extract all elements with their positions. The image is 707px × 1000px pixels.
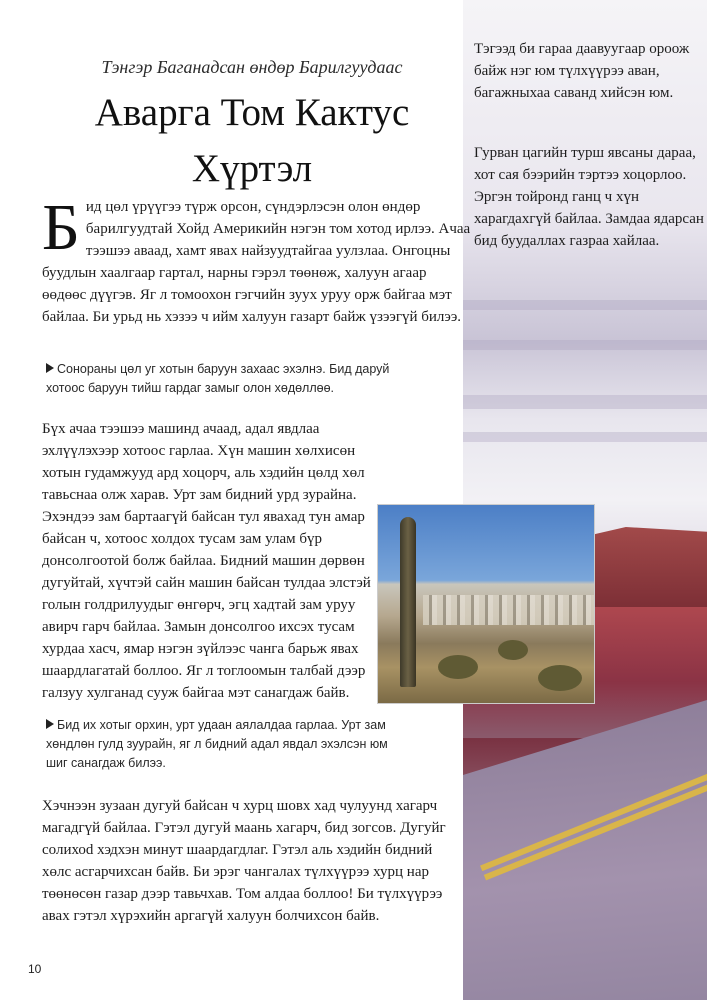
town-buildings bbox=[423, 595, 594, 625]
photo-caption-1 bbox=[46, 360, 406, 398]
caption-arrow-icon bbox=[46, 363, 54, 373]
red-mesa bbox=[591, 527, 707, 607]
title-line-2: Хүртэл bbox=[191, 147, 313, 190]
body-2-text: Хэчнээн зузаан дугуй байсан ч хурц шовх хад чулуунд хагарч магадгүй байлаа. Гэтэл дугуй маань хагарч, бид зогсов. Дугуйг солихоd хэдхэн минут шаардагдлаг. Гэтэл аль хэдийн бидний хөлс асгарчихсан байв. Би эрэг чангалах түлхүүрээ хурц нар төөнөсөн газар дээр тавьчхав. Том алдаа боллоо! Би түлхүүрээ авах гэтэл хүрэхийн аргагүй халуун болчихсон байв. bbox=[42, 798, 446, 924]
road-surface bbox=[463, 700, 707, 1000]
drop-cap: Б bbox=[42, 191, 80, 264]
caption-2-text: Бид их хотыг орхин, урт удаан аялалдаа гарлаа. Урт зам хөндлөн гулд зуурайн, яг л бидний адал явдал эхэлсэн юм шиг санагдаж билээ. bbox=[46, 718, 388, 770]
caption-arrow-icon bbox=[46, 719, 54, 729]
body-paragraph-1 bbox=[42, 418, 382, 704]
saguaro-cactus bbox=[400, 517, 416, 687]
photo-caption-2 bbox=[46, 716, 406, 773]
page-number: 10 bbox=[28, 962, 42, 976]
right-paragraph-2: Гурван цагийн турш явсаны дараа, хот сая бээрийн тэртээ хоцорлоо. Эргэн тойронд ганц ч хүн харагдахгүй байлаа. Замдаа ядарсан бид буудаллах газраа хайлаа. bbox=[474, 145, 704, 249]
title-line-1: Аварга Том Кактус bbox=[94, 91, 410, 134]
caption-1-text: Сонораны цөл уг хотын баруун захаас эхэлнэ. Бид даруй хотоос баруун тийш гардаг замыг олон хөдөллөө. bbox=[46, 362, 390, 395]
sky-streak bbox=[463, 340, 707, 350]
sky-streak bbox=[463, 300, 707, 310]
sky-streak bbox=[463, 395, 707, 409]
desert-bush bbox=[498, 640, 528, 660]
desert-bush bbox=[438, 655, 478, 679]
body-1-text: Бүх ачаа тээшээ машинд ачаад, адал явдлаа эхлүүлэхээр хотоос гарлаа. Хүн машин хөлхисөн хотын гудамжууд ард хоцорч, аль хэдийн цөлд хөл тавьснаа олж харав. Урт зам бидний урд зурайна. Эхэндээ зам бартаагүй байсан тул явахад тун амар байсан ч, хотоос холдох тусам зам улам бүр донсолгоотой болж байлаа. Бидний машин дөрвөн дугуйтай, хүчтэй сайн машин байсан тулдаа элстэй голын голдрилуудыг өнгөрч, эгц хадтай зам уруу авирч гарч байлаа. Замын донсолгоо ихсэх тусам хурдаа хасч, ямар нэгэн зүйлээс чанга барьж явах шаардлагатай боллоо. Яг л тоглоомын талбай дээр галзуу хулганад сууж байгаа мэт санагдаж байв. bbox=[42, 421, 371, 701]
intro-paragraph bbox=[42, 191, 472, 328]
intro-text: ид цөл үрүүгээ түрж орсон, сүндэрлэсэн олон өндөр барилгуудтай Хойд Америкийн нэгэн том хотод ирлээ. Ачаа тээшээ аваад, хамт явах найзуудтайгаа уулзлаа. Онгоцны буудлын хаалгаар гартал, нарны гэрэл төөнөж, халуун агаар өөдөөс дүүгэв. Яг л томоохон гэгчийн зуух уруу орж байгаа мэт байлаа. Би урьд нь хэзээ ч ийм халуун газарт байж үзээгүй билээ. bbox=[42, 199, 471, 325]
body-paragraph-2 bbox=[42, 795, 462, 927]
desert-bush bbox=[538, 665, 582, 691]
right-paragraph-1: Тэгээд би гараа даавуугаар ороож байж нэг юм түлхүүрээ аван, багажныхаа саванд хийсэн юм. bbox=[474, 41, 690, 101]
desert-city-photo bbox=[378, 505, 594, 703]
chapter-subtitle: Тэнгэр Баганадсан өндөр Барилгуудаас bbox=[101, 57, 403, 77]
sky-streak bbox=[463, 432, 707, 442]
chapter-title bbox=[42, 85, 462, 197]
